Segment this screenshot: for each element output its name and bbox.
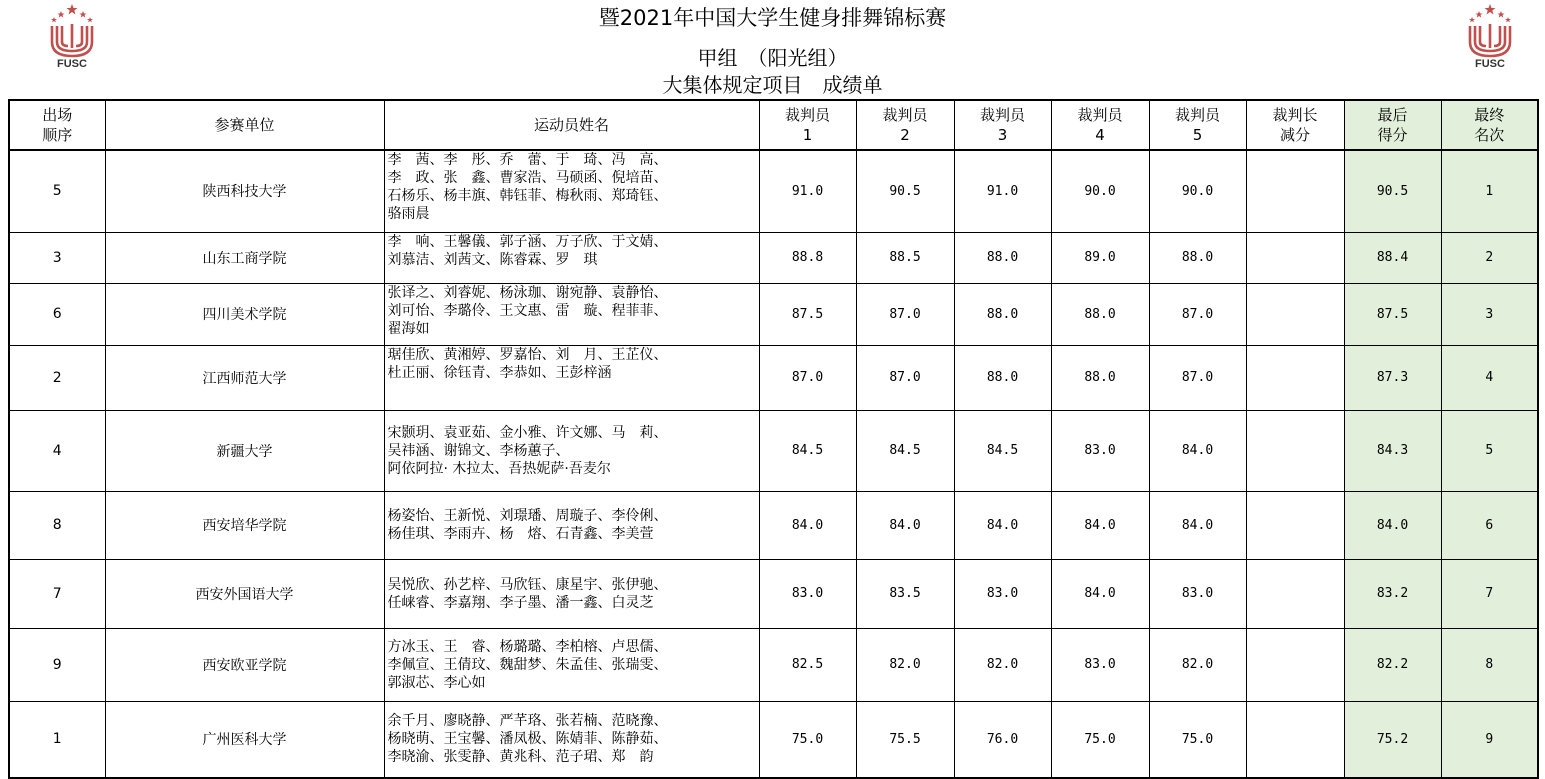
judge3-cell: 88.0	[954, 345, 1051, 410]
order-cell: 9	[9, 628, 105, 701]
page-title: 暨2021年中国大学生健身排舞锦标赛	[598, 6, 947, 30]
unit-cell: 西安欧亚学院	[105, 628, 384, 701]
judge2-cell: 84.0	[856, 491, 954, 559]
deduction-cell	[1246, 150, 1344, 232]
rank-cell: 1	[1441, 150, 1538, 232]
rank-cell: 2	[1441, 232, 1538, 283]
rank-cell: 9	[1441, 701, 1538, 778]
judge5-cell: 87.0	[1149, 345, 1246, 410]
judge4-cell: 75.0	[1051, 701, 1149, 778]
deduction-cell	[1246, 283, 1344, 345]
header-order: 出场 顺序	[9, 100, 105, 150]
final-score-cell: 88.4	[1344, 232, 1441, 283]
unit-cell: 四川美术学院	[105, 283, 384, 345]
header-final-score: 最后 得分	[1344, 100, 1441, 150]
table-row	[9, 701, 1538, 778]
judge2-cell: 87.0	[856, 345, 954, 410]
athletes-cell: 杨姿怡、王新悦、刘璟璠、周璇子、李伶俐、 杨佳琪、李雨卉、杨 熔、石青鑫、李美萱	[384, 491, 759, 559]
order-cell: 7	[9, 559, 105, 628]
judge4-cell: 88.0	[1051, 283, 1149, 345]
header-deduction: 裁判长 减分	[1246, 100, 1344, 150]
judge4-cell: 83.0	[1051, 628, 1149, 701]
final-score-cell: 82.2	[1344, 628, 1441, 701]
judge3-cell: 82.0	[954, 628, 1051, 701]
judge1-cell: 75.0	[759, 701, 856, 778]
athletes-cell: 方冰玉、王 睿、杨璐璐、李柏榕、卢思儒、 李佩宣、王倩玟、魏甜梦、朱孟佳、张瑞雯、 郭淑芯、李心如	[384, 628, 759, 701]
header-rank: 最终 名次	[1441, 100, 1538, 150]
unit-cell: 新疆大学	[105, 410, 384, 491]
judge5-cell: 84.0	[1149, 491, 1246, 559]
order-cell: 5	[9, 150, 105, 232]
judge1-cell: 82.5	[759, 628, 856, 701]
header-judge-1: 裁判员 1	[759, 100, 856, 150]
judge4-cell: 89.0	[1051, 232, 1149, 283]
judge1-cell: 84.5	[759, 410, 856, 491]
judge5-cell: 87.0	[1149, 283, 1246, 345]
judge1-cell: 88.8	[759, 232, 856, 283]
table-row	[9, 283, 1538, 345]
final-score-cell: 90.5	[1344, 150, 1441, 232]
unit-cell: 江西师范大学	[105, 345, 384, 410]
table-header-row	[9, 100, 1538, 150]
group-title: 甲组 （阳光组）	[697, 46, 848, 70]
unit-cell: 广州医科大学	[105, 701, 384, 778]
judge1-cell: 83.0	[759, 559, 856, 628]
rank-cell: 3	[1441, 283, 1538, 345]
header-judge-5: 裁判员 5	[1149, 100, 1246, 150]
order-cell: 1	[9, 701, 105, 778]
judge1-cell: 84.0	[759, 491, 856, 559]
deduction-cell	[1246, 232, 1344, 283]
header-unit: 参赛单位	[105, 100, 384, 150]
rank-cell: 8	[1441, 628, 1538, 701]
judge5-cell: 75.0	[1149, 701, 1246, 778]
table-row	[9, 345, 1538, 410]
unit-cell: 西安外国语大学	[105, 559, 384, 628]
unit-cell: 西安培华学院	[105, 491, 384, 559]
athletes-cell: 李 响、王馨儀、郭子涵、万子欣、于文婧、 刘慕洁、刘茜文、陈睿霖、罗 琪	[384, 232, 759, 283]
judge4-cell: 84.0	[1051, 559, 1149, 628]
header-judge-4: 裁判员 4	[1051, 100, 1149, 150]
table-row	[9, 150, 1538, 232]
unit-cell: 山东工商学院	[105, 232, 384, 283]
judge2-cell: 84.5	[856, 410, 954, 491]
final-score-cell: 87.5	[1344, 283, 1441, 345]
judge1-cell: 87.5	[759, 283, 856, 345]
athletes-cell: 吴悦欣、孙艺梓、马欣钰、康星宇、张伊驰、 任崃睿、李嘉翔、李子墨、潘一鑫、白灵芝	[384, 559, 759, 628]
table-row	[9, 491, 1538, 559]
order-cell: 6	[9, 283, 105, 345]
unit-cell: 陕西科技大学	[105, 150, 384, 232]
results-table	[8, 99, 1539, 779]
results-subtitle: 大集体规定项目 成绩单	[662, 73, 883, 97]
rank-cell: 5	[1441, 410, 1538, 491]
athletes-cell: 宋颢玥、袁亚茹、金小雅、许文娜、马 莉、 吴祎涵、谢锦文、李杨蕙子、 阿依阿拉· 木拉太、吾热妮萨·吾麦尔	[384, 410, 759, 491]
header-judge-2: 裁判员 2	[856, 100, 954, 150]
deduction-cell	[1246, 410, 1344, 491]
final-score-cell: 84.3	[1344, 410, 1441, 491]
table-row	[9, 628, 1538, 701]
judge3-cell: 84.0	[954, 491, 1051, 559]
judge5-cell: 82.0	[1149, 628, 1246, 701]
order-cell: 3	[9, 232, 105, 283]
order-cell: 8	[9, 491, 105, 559]
deduction-cell	[1246, 345, 1344, 410]
judge4-cell: 83.0	[1051, 410, 1149, 491]
header-judge-3: 裁判员 3	[954, 100, 1051, 150]
order-cell: 2	[9, 345, 105, 410]
table-row	[9, 410, 1538, 491]
athletes-cell: 琚佳欣、黄湘婷、罗嘉怡、刘 月、王芷仪、 杜正丽、徐钰青、李恭如、王彭梓涵	[384, 345, 759, 410]
judge2-cell: 75.5	[856, 701, 954, 778]
deduction-cell	[1246, 491, 1344, 559]
rank-cell: 6	[1441, 491, 1538, 559]
logo-text: FUSC	[1475, 58, 1505, 70]
athletes-cell: 李 茜、李 彤、乔 蕾、于 琦、冯 高、 李 政、张 鑫、曹家浩、马硕函、倪培苗、 石杨乐、杨丰旗、韩钰菲、梅秋雨、郑琦钰、 骆雨晨	[384, 150, 759, 232]
judge3-cell: 76.0	[954, 701, 1051, 778]
final-score-cell: 75.2	[1344, 701, 1441, 778]
table-row	[9, 559, 1538, 628]
judge4-cell: 84.0	[1051, 491, 1149, 559]
judge5-cell: 84.0	[1149, 410, 1246, 491]
judge5-cell: 90.0	[1149, 150, 1246, 232]
table-row	[9, 232, 1538, 283]
judge3-cell: 91.0	[954, 150, 1051, 232]
judge4-cell: 90.0	[1051, 150, 1149, 232]
header-athletes: 运动员姓名	[384, 100, 759, 150]
deduction-cell	[1246, 701, 1344, 778]
final-score-cell: 84.0	[1344, 491, 1441, 559]
order-cell: 4	[9, 410, 105, 491]
final-score-cell: 87.3	[1344, 345, 1441, 410]
judge3-cell: 88.0	[954, 232, 1051, 283]
athletes-cell: 张译之、刘睿妮、杨泳珈、谢宛静、袁静怡、 刘可怡、李璐伶、王文惠、雷 璇、程菲菲、 翟海如	[384, 283, 759, 345]
judge2-cell: 83.5	[856, 559, 954, 628]
judge2-cell: 82.0	[856, 628, 954, 701]
rank-cell: 7	[1441, 559, 1538, 628]
judge1-cell: 91.0	[759, 150, 856, 232]
judge4-cell: 88.0	[1051, 345, 1149, 410]
judge3-cell: 83.0	[954, 559, 1051, 628]
deduction-cell	[1246, 559, 1344, 628]
judge3-cell: 88.0	[954, 283, 1051, 345]
athletes-cell: 余千月、廖晓静、严芊珞、张若楠、范晓豫、 杨晓萌、王宝馨、潘凤极、陈婧菲、陈静茹、 李晓渝、张雯静、黄兆科、范子珺、郑 韵	[384, 701, 759, 778]
judge5-cell: 83.0	[1149, 559, 1246, 628]
judge2-cell: 90.5	[856, 150, 954, 232]
final-score-cell: 83.2	[1344, 559, 1441, 628]
judge5-cell: 88.0	[1149, 232, 1246, 283]
deduction-cell	[1246, 628, 1344, 701]
judge2-cell: 88.5	[856, 232, 954, 283]
judge3-cell: 84.5	[954, 410, 1051, 491]
judge2-cell: 87.0	[856, 283, 954, 345]
judge1-cell: 87.0	[759, 345, 856, 410]
logo-text: FUSC	[57, 58, 87, 70]
rank-cell: 4	[1441, 345, 1538, 410]
